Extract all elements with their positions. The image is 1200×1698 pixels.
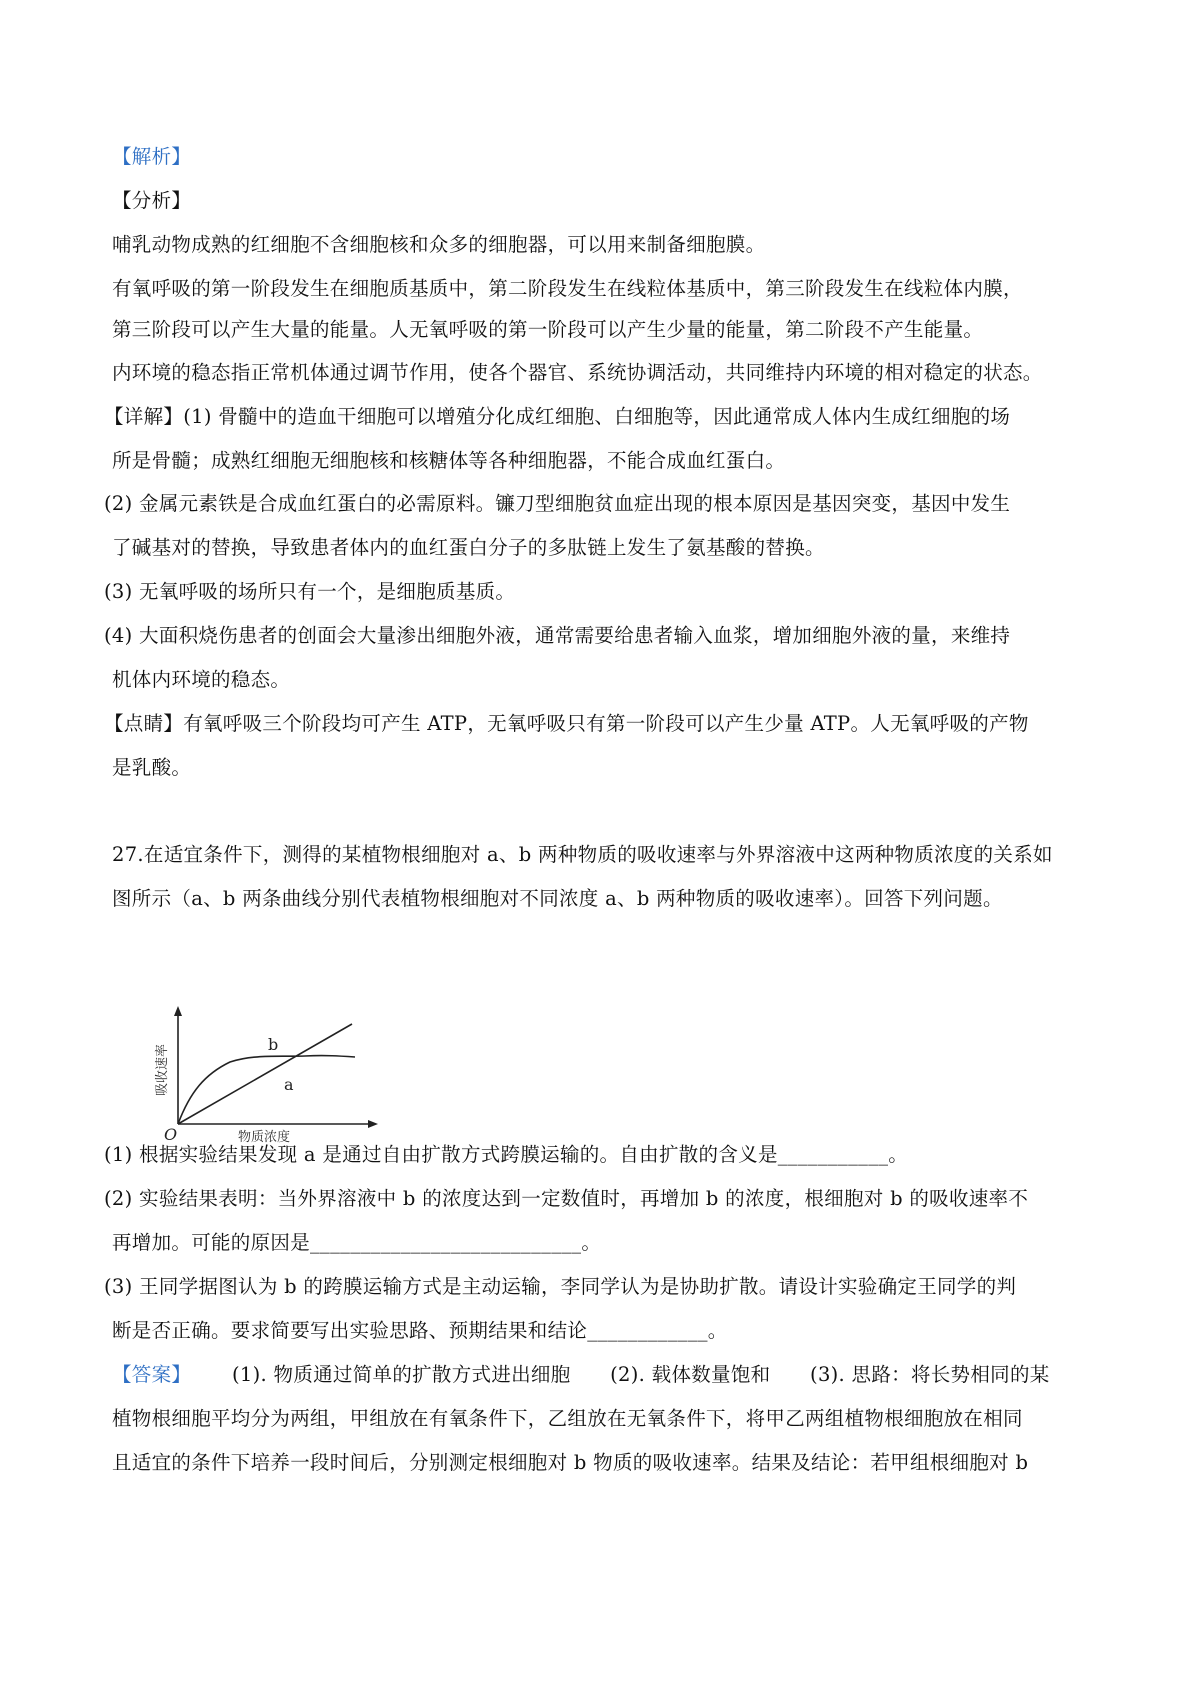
detail-4-line-b: 机体内环境的稳态。 bbox=[112, 668, 291, 691]
analysis-paragraph-3: 内环境的稳态指正常机体通过调节作用，使各个器官、系统协调活动，共同维持内环境的相对稳定的状态。 bbox=[112, 361, 1043, 384]
dianjing-line-a: 【点睛】有氧呼吸三个阶段均可产生 ATP，无氧呼吸只有第一阶段可以产生少量 ATP。人无氧呼吸的产物 bbox=[104, 712, 1029, 735]
x-axis-arrow bbox=[368, 1120, 378, 1128]
x-axis-label: 物质浓度 bbox=[238, 1130, 291, 1145]
answer-line-b: 植物根细胞平均分为两组，甲组放在有氧条件下，乙组放在无氧条件下，将甲乙两组植物根细胞放在相同 bbox=[112, 1407, 1023, 1430]
question-27-stem-b: 图所示（a、b 两条曲线分别代表植物根细胞对不同浓度 a、b 两种物质的吸收速率）。回答下列问题。 bbox=[112, 887, 1003, 910]
detail-2-line-a: (2) 金属元素铁是合成血红蛋白的必需原料。镰刀型细胞贫血症出现的根本原因是基因突变，基因中发生 bbox=[104, 492, 1011, 515]
curve-a bbox=[178, 1024, 352, 1124]
xiangjie-line-b: 所是骨髓；成熟红细胞无细胞核和核糖体等各种细胞器，不能合成血红蛋白。 bbox=[112, 449, 786, 472]
answer-line-a: (1). 物质通过简单的扩散方式进出细胞 (2). 载体数量饱和 (3). 思路：将长势相同的某 bbox=[232, 1363, 1050, 1386]
y-axis-arrow bbox=[174, 1006, 182, 1016]
sub-question-2a: (2) 实验结果表明：当外界溶液中 b 的浓度达到一定数值时，再增加 b 的浓度，根细胞对 b 的吸收速率不 bbox=[104, 1187, 1029, 1210]
sub-question-3a: (3) 王同学据图认为 b 的跨膜运输方式是主动运输，李同学认为是协助扩散。请设计实验确定王同学的判 bbox=[104, 1275, 1017, 1298]
origin-label: O bbox=[164, 1125, 178, 1144]
curve-b-label: b bbox=[268, 1035, 279, 1054]
fenxi-heading: 【分析】 bbox=[112, 189, 192, 212]
sub-question-1: (1) 根据实验结果发现 a 是通过自由扩散方式跨膜运输的。自由扩散的含义是___________。 bbox=[104, 1143, 909, 1166]
analysis-paragraph-1: 哺乳动物成熟的红细胞不含细胞核和众多的细胞器，可以用来制备细胞膜。 bbox=[112, 233, 766, 256]
answer-line-c: 且适宜的条件下培养一段时间后，分别测定根细胞对 b 物质的吸收速率。结果及结论：若甲组根细胞对 b bbox=[112, 1451, 1029, 1474]
sub-question-2b: 再增加。可能的原因是___________________________。 bbox=[112, 1231, 602, 1254]
dianjing-line-b: 是乳酸。 bbox=[112, 756, 192, 779]
curve-b bbox=[178, 1056, 355, 1124]
sub-question-3b: 断是否正确。要求简要写出实验思路、预期结果和结论____________。 bbox=[112, 1319, 728, 1342]
xiangjie-line-a: 【详解】(1) 骨髓中的造血干细胞可以增殖分化成红细胞、白细胞等，因此通常成人体内生成红细胞的场 bbox=[104, 405, 1011, 428]
detail-4-line-a: (4) 大面积烧伤患者的创面会大量渗出细胞外液，通常需要给患者输入血浆，增加细胞外液的量，来维持 bbox=[104, 624, 1011, 647]
detail-3: (3) 无氧呼吸的场所只有一个，是细胞质基质。 bbox=[104, 580, 516, 603]
question-27-stem-a: 27.在适宜条件下，测得的某植物根细胞对 a、b 两种物质的吸收速率与外界溶液中这两种物质浓度的关系如 bbox=[112, 843, 1053, 866]
y-axis-label: 吸收速率 bbox=[155, 1043, 170, 1096]
analysis-heading: 【解析】 bbox=[112, 145, 192, 168]
detail-2-line-b: 了碱基对的替换，导致患者体内的血红蛋白分子的多肽链上发生了氨基酸的替换。 bbox=[112, 536, 825, 559]
absorption-rate-figure bbox=[155, 1002, 390, 1145]
answer-heading: 【答案】 bbox=[112, 1363, 192, 1386]
analysis-paragraph-2a: 有氧呼吸的第一阶段发生在细胞质基质中，第二阶段发生在线粒体基质中，第三阶段发生在线粒体内膜， bbox=[112, 277, 1023, 300]
analysis-paragraph-2b: 第三阶段可以产生大量的能量。人无氧呼吸的第一阶段可以产生少量的能量，第二阶段不产生能量。 bbox=[112, 318, 984, 341]
curve-a-label: a bbox=[284, 1075, 294, 1094]
